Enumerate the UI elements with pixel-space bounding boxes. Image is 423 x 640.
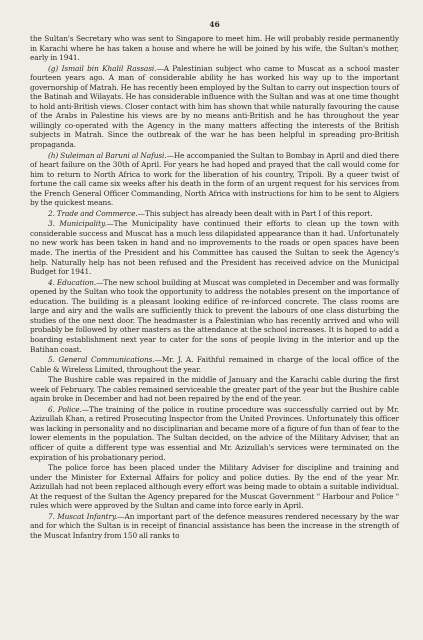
paragraph-heading: (g) Ismail bin Khalil Rassasi. <box>48 63 157 73</box>
page-number: 46 <box>209 20 220 29</box>
paragraph-body: —Mr. J. A. Faithful remained in charge of the local office of the Cable & Wireless Limited, throughout the year. <box>30 355 399 374</box>
paragraph-continuation <box>30 34 399 63</box>
paragraph-heading: 6. Police. <box>48 404 82 414</box>
paragraph-heading: 5. General Communications. <box>48 355 155 365</box>
paragraph-heading: 4. Education. <box>48 277 97 287</box>
paragraph-general-communications <box>30 355 399 374</box>
paragraph-municipality <box>30 219 399 276</box>
paragraph-heading: (h) Suleiman al Baruni al Nafusi. <box>48 150 167 160</box>
paragraph-muscat-infantry <box>30 512 399 541</box>
paragraph-body: —A Palestinian subject who came to Muscat as a school master fourteen years ago. A man of considerable ability he has worked his way up to the important governorship of Matrah. He has recently been employed by the Sultan to carry out inspection tours of the Batinah and Wilayats. He has considerable influence with the Sultan and was at one time thought to hold anti-British views. Closer contact with him has shown that while naturally favouring the cause of the Arabs in Palestine his views are by no means anti-British and he has throughout the year willingly co-operated with the Agency in the many matters affecting the interests of the British subjects in Matrah. Since the outbreak of the war he has been helpful in spreading pro-British propaganda. <box>30 63 399 150</box>
paragraph-police <box>30 405 399 462</box>
paragraph-body: The police force has been placed under the Military Adviser for discipline and training and under the Minister for External Affairs for policy and police duties. By the end of the year Mr. Azizullah had not been replaced although every effort was being made to obtain a suitable individual. At the request of the Sultan the Agency prepared for the Muscat Government " Harbour and Police " rules which were approved by the Sultan and came into force early in April. <box>30 463 399 511</box>
paragraph-heading: 7. Muscat Infantry. <box>48 511 118 521</box>
paragraph-suleiman-al-baruni <box>30 151 399 208</box>
paragraph-heading: 2. Trade and Commerce. <box>48 208 138 218</box>
paragraph-cables <box>30 375 399 404</box>
paragraph-heading: 3. Municipality. <box>48 219 107 229</box>
paragraph-police-force <box>30 463 399 511</box>
paragraph-body: —The training of the police in routine procedure was successfully carried out by Mr. Azizullah Khan, a retired Prosecuting Inspector from the United Provinces. Unfortunately this officer was lacking in personality and no disciplinarian and became more of a figure of fun than of fear to the lower elements in the population. The Sultan decided, on the advice of the Military Adviser, that an officer of quite a different type was essential and Mr. Azizullah's services were terminated on the expiration of his probationary period. <box>30 404 399 462</box>
paragraph-body: —The Municipality have continued their efforts to clean up the town with considerable success and Muscat has a much less dilapidated appearance than it had. Unfortunately no new work has been taken in hand and no improvements to the roads or open spaces have been made. The inertia of the President and his Committee has caused the Sultan to seek the Agency's help. Naturally help has not been refused and the President has received advice on the Municipal Budget for 1941. <box>30 219 400 277</box>
paragraph-body: The Bushire cable was repaired in the middle of January and the Karachi cable during the first week of February. The cables remained serviceable the greater part of the year but the Bushire cable again broke in December and had not been repaired by the end of the year. <box>30 375 399 404</box>
paragraph-body: —The new school building at Muscat was completed in December and was formally opened by the Sultan who took the opportunity to address the notables present on the importance of education. The building is a pleasant looking edifice of re-inforced concrete. The class rooms are large and airy and the walls are sufficiently thick to prevent the labours of one class disturbing the studies of the one next door. The headmaster is a Palestinian who has recently arrived and who will probably be followed by other masters as the attendance at the school increases. It is hoped to add a boarding establishment next year to cater for the sons of people living in the interior and up the Batihan coast. <box>30 277 399 354</box>
paragraph-body: the Sultan's Secretary who was sent to Singapore to meet him. He will probably reside permanently in Karachi where he has taken a house and where he will be joined by his wife, the Sultan's mother, early in 1941. <box>30 34 399 63</box>
paragraph-body: —He accompanied the Sultan to Bombay in April and died there of heart failure on the 30th of April. For years he had hoped and prayed that the call would come for him to return to North Africa to work for the liberation of his country, Tripoli. By a queer twist of fortune the call came six weeks after his death in the form of an urgent request for his services from the French General Officer Commanding, North Africa with instructions for him to be sent to Algiers by the quickest means. <box>30 150 399 208</box>
paragraph-ismail-bin-khalil-rassasi <box>30 64 399 150</box>
paragraph-body: —This subject has already been dealt with in Part I of this report. <box>137 208 373 218</box>
paragraph-trade-and-commerce <box>30 209 399 219</box>
paragraph-education <box>30 278 399 354</box>
paragraph-body: —An important part of the defence measures rendered necessary by the war and for which the Sultan is in receipt of financial assistance has been the increase in the strength of the Muscat Infantry from 150 all ranks to <box>30 511 399 540</box>
